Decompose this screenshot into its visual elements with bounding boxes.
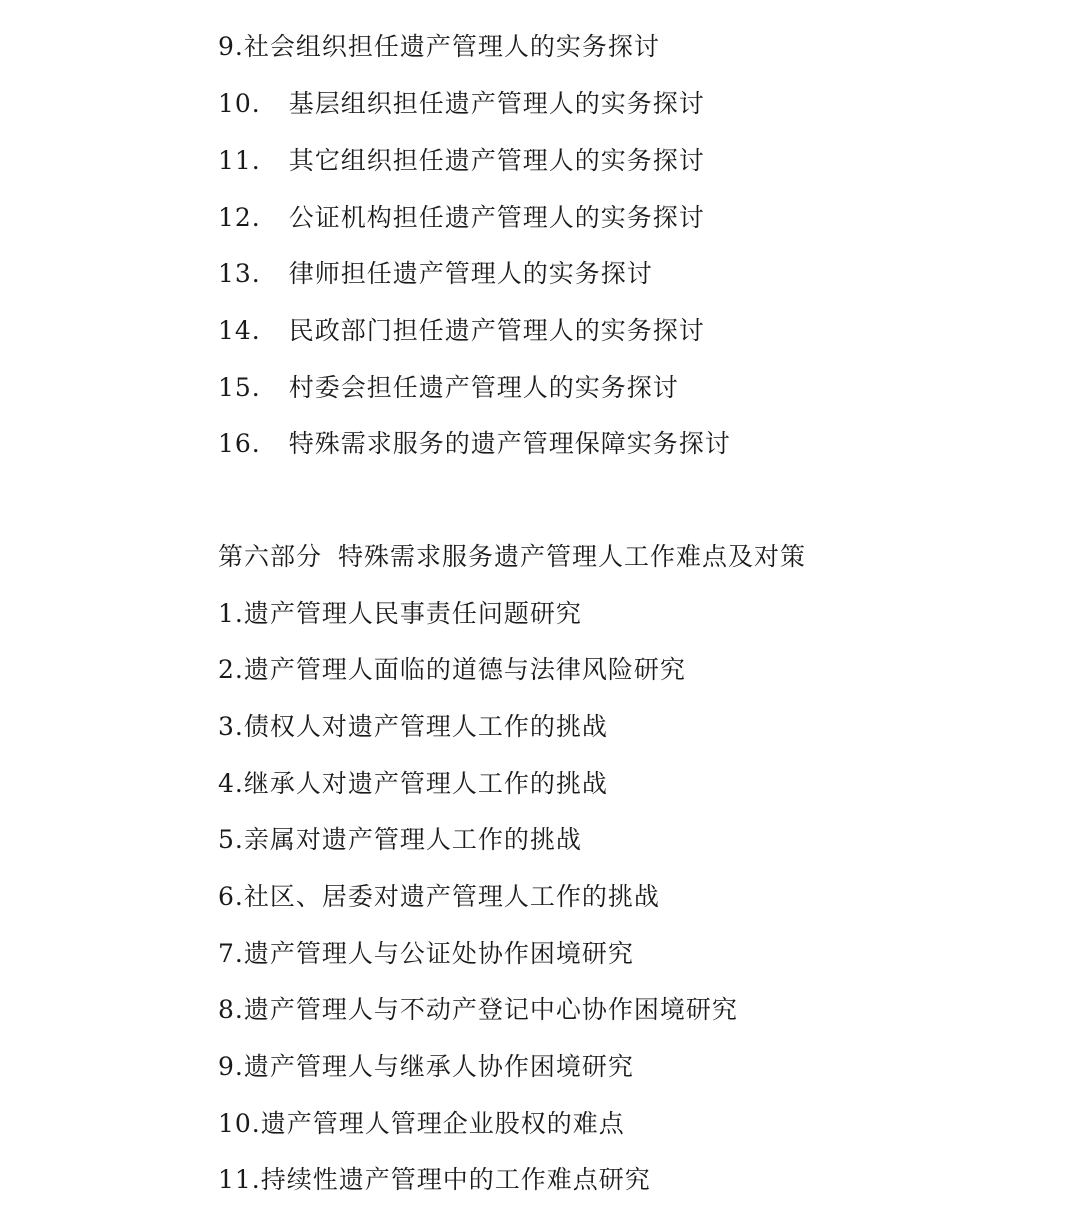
item-number: 8. <box>218 995 244 1024</box>
item-number: 2. <box>218 655 244 684</box>
item-text: 继承人对遗产管理人工作的挑战 <box>243 769 608 798</box>
item-number: 4. <box>218 769 244 798</box>
item-number: 10. <box>218 89 261 118</box>
item-text: 遗产管理人与公证处协作困境研究 <box>243 939 634 968</box>
item-number: 7. <box>218 939 244 968</box>
list-item <box>218 1164 651 1196</box>
item-number: 1. <box>218 599 244 628</box>
item-text: 社会组织担任遗产管理人的实务探讨 <box>243 32 660 61</box>
item-text: 持续性遗产管理中的工作难点研究 <box>260 1165 651 1194</box>
item-text: 遗产管理人民事责任问题研究 <box>243 599 582 628</box>
item-number: 15. <box>218 373 261 402</box>
list-item <box>218 258 653 290</box>
item-text: 律师担任遗产管理人的实务探讨 <box>288 259 653 288</box>
list-item <box>218 938 634 970</box>
list-item <box>218 145 705 177</box>
item-text: 民政部门担任遗产管理人的实务探讨 <box>288 316 705 345</box>
list-item <box>218 88 705 120</box>
list-item <box>218 768 608 800</box>
item-text: 社区、居委对遗产管理人工作的挑战 <box>243 882 660 911</box>
section-title: 特殊需求服务遗产管理人工作难点及对策 <box>338 542 807 571</box>
list-item <box>218 372 679 404</box>
list-item <box>218 824 582 856</box>
item-text: 遗产管理人与继承人协作困境研究 <box>243 1052 634 1081</box>
item-text: 亲属对遗产管理人工作的挑战 <box>243 825 582 854</box>
list-item <box>218 598 582 630</box>
list-item <box>218 428 731 460</box>
list-item <box>218 1108 625 1140</box>
section-heading <box>218 541 806 573</box>
item-text: 其它组织担任遗产管理人的实务探讨 <box>288 146 705 175</box>
list-item <box>218 711 608 743</box>
item-number: 12. <box>218 203 261 232</box>
item-text: 遗产管理人管理企业股权的难点 <box>260 1109 625 1138</box>
list-item <box>218 994 738 1026</box>
item-number: 9. <box>218 1052 244 1081</box>
item-text: 债权人对遗产管理人工作的挑战 <box>243 712 608 741</box>
item-number: 11. <box>218 1165 261 1194</box>
item-number: 6. <box>218 882 244 911</box>
item-text: 遗产管理人面临的道德与法律风险研究 <box>243 655 686 684</box>
item-text: 基层组织担任遗产管理人的实务探讨 <box>288 89 705 118</box>
item-number: 10. <box>218 1109 261 1138</box>
item-number: 9. <box>218 32 244 61</box>
item-number: 14. <box>218 316 261 345</box>
item-number: 13. <box>218 259 261 288</box>
item-number: 3. <box>218 712 244 741</box>
item-text: 遗产管理人与不动产登记中心协作困境研究 <box>243 995 738 1024</box>
list-item <box>218 654 686 686</box>
list-item <box>218 1051 634 1083</box>
list-item <box>218 31 660 63</box>
item-number: 11. <box>218 146 261 175</box>
item-text: 村委会担任遗产管理人的实务探讨 <box>288 373 679 402</box>
list-item <box>218 881 660 913</box>
item-number: 5. <box>218 825 244 854</box>
item-number: 16. <box>218 429 261 458</box>
section-part-label: 第六部分 <box>218 542 323 571</box>
item-text: 公证机构担任遗产管理人的实务探讨 <box>288 203 705 232</box>
list-item <box>218 202 705 234</box>
list-item <box>218 315 705 347</box>
item-text: 特殊需求服务的遗产管理保障实务探讨 <box>288 429 731 458</box>
